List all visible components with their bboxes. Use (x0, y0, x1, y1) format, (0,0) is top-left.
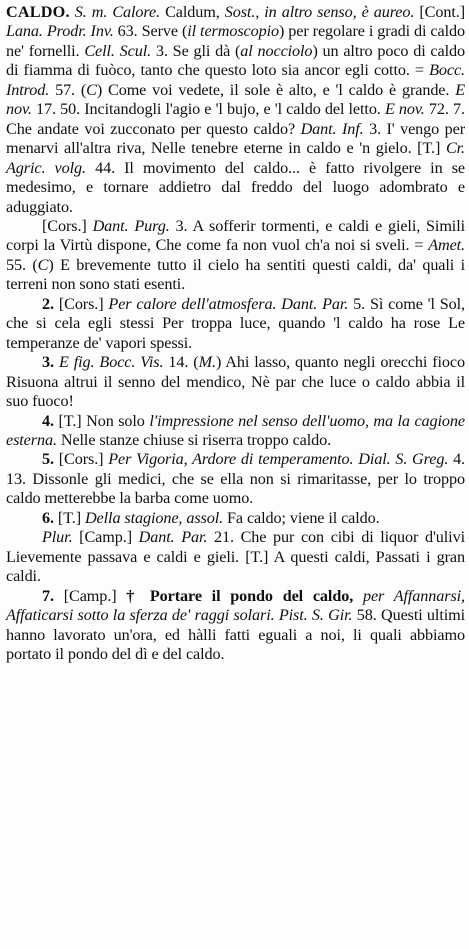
text-run: Plur. (42, 528, 73, 547)
text-run: 4. 13. Dissonle gli medici, che se ella non si rimaritasse, per lo troppo caldo metterebbe la barba come uomo. (6, 450, 466, 508)
text-run: Fa caldo; viene il caldo. (223, 508, 380, 527)
text-run: ) un altro poco di caldo di fiamma di fuòco, tanto che questo loto sia ancor egli cotto. = (6, 41, 465, 80)
text-run: Caldum, (160, 3, 225, 21)
entry-sense-7 (6, 587, 465, 665)
text-run: E nov. (6, 80, 465, 119)
text-run: Dant. Par. (138, 528, 208, 547)
text-run: l'impressione nel senso dell'uomo, ma la cagione esterna. (6, 411, 465, 449)
text-run: † Portare il pondo del caldo, (126, 586, 354, 605)
entry-paragraph-2 (6, 217, 465, 295)
text-run: Cell. Scul. (84, 41, 152, 60)
text-run: [Camp.] (53, 586, 127, 605)
text-run: 3. A sofferir tormenti, e caldi e gieli, Simili corpi la Virtù dispone, Che come fa non vuol ch'a noi si sveli. = (6, 216, 466, 255)
text-run: Per Vigoria, Ardore di temperamento. Dial. S. Greg. (108, 450, 449, 469)
text-run: M. (198, 353, 216, 372)
text-run: E fig. Bocc. Vis. (58, 353, 164, 372)
text-run: al nocciolo (240, 41, 313, 60)
text-run: Lana. Prodr. Inv. (6, 22, 114, 41)
text-run: Dant. Purg. (92, 216, 170, 235)
text-run: S. m. Calore. (74, 3, 161, 21)
text-run: 7. (42, 586, 54, 605)
text-run: Nelle stanze chiuse si riserra troppo caldo. (56, 430, 332, 449)
entry-headword: CALDO. (6, 3, 70, 21)
text-run: [T.] (53, 508, 85, 527)
entry-paragraph-1 (6, 3, 465, 217)
text-run: 14. ( (163, 353, 199, 372)
text-run: 44. Il movimento del caldo... è fatto rivolgere in se medesimo, e tornare addietro dal freddo del luogo adombrato e aduggiato. (6, 158, 465, 216)
text-run (353, 587, 363, 605)
text-run: per Affannarsi, Affaticarsi sotto la sferza de' raggi solari. Pist. S. Gir. (6, 586, 466, 625)
text-run: 3. (42, 353, 54, 372)
text-run: Per calore dell'atmosfera. Dant. Par. (108, 294, 349, 313)
text-run: [T.] Non solo (53, 411, 150, 430)
text-run: ) E brevemente tutto il cielo ha sentiti questi caldi, da' quali i terreni non sono stati esenti. (6, 255, 466, 294)
text-run: 3. Se gli dà ( (151, 41, 241, 60)
text-run: ) per regolare i gradi di caldo ne' fornelli. (6, 22, 465, 60)
text-run: C (37, 255, 49, 274)
text-run: 55. ( (6, 255, 38, 274)
text-run: 17. 50. Incitandogli l'agio e 'l bujo, e 'l caldo del letto. (31, 100, 385, 119)
entry-sense-main (6, 3, 465, 216)
entry-sense-6 (6, 509, 465, 528)
text-run: 3. I' vengo per menarvi all'altra riva, Nelle tenebre eterne in caldo e 'n gielo. [T.] (6, 119, 466, 158)
text-run: ) Come voi vedete, il sole è alto, e 'l caldo è grande. (96, 80, 456, 99)
text-run: il termoscopio (187, 22, 279, 41)
entry-sense-5 (6, 450, 465, 508)
text-run: 58. Questi ultimi hanno lavorato un'ora, ed hàlli fatti eguali a noi, li quali abbiamo portato il pondo del dì e del caldo. (6, 606, 466, 663)
text-run: Bocc. Introd. (6, 61, 465, 99)
text-run: Dant. Inf. (300, 119, 364, 138)
text-run: 5. Sì come 'l Sol, che si cela egli stessi Per troppa luce, quando 'l caldo ha rose Le temperanze de' vapori spessi. (6, 294, 465, 352)
entry-sense-3 (6, 353, 465, 411)
text-run: 4. (42, 411, 54, 430)
entry-sense-4 (6, 412, 465, 451)
text-run: E nov. (384, 100, 425, 119)
text-run: C (86, 80, 97, 99)
text-run: 21. Che pur con cibi di liquor d'ulivi Lievemente passava e caldi e gieli. [T.] A questi caldi, Passati i gran caldi. (6, 528, 465, 586)
text-run: Amet. (428, 236, 465, 255)
text-run: 57. ( (49, 80, 87, 99)
text-run: [Cont.] (414, 3, 465, 21)
text-run: 5. (42, 450, 54, 469)
entry-sense-2 (6, 295, 465, 353)
text-run: [Cors.] (42, 216, 93, 235)
entry-plural (6, 528, 465, 586)
text-run: 72. 7. Che andate voi zucconato per questo caldo? (6, 100, 465, 138)
text-run: Della stagione, assol. (84, 508, 224, 527)
text-run: [Cors.] (53, 294, 109, 313)
text-run: Sost., in altro senso, è aureo. (224, 3, 415, 21)
text-run: 63. Serve ( (113, 22, 188, 41)
text-run: 6. (42, 508, 54, 527)
text-run: 2. (42, 294, 54, 313)
text-run: [Cors.] (53, 450, 109, 469)
text-run: Cr. Agric. volg. (6, 139, 465, 177)
text-run: [Camp.] (72, 528, 139, 547)
text-run: ) Ahi lasso, quanto negli orecchi fioco Risuona altrui il senno del mendico, Nè par che luce o caldo abbia il suo fuoco! (6, 353, 465, 411)
